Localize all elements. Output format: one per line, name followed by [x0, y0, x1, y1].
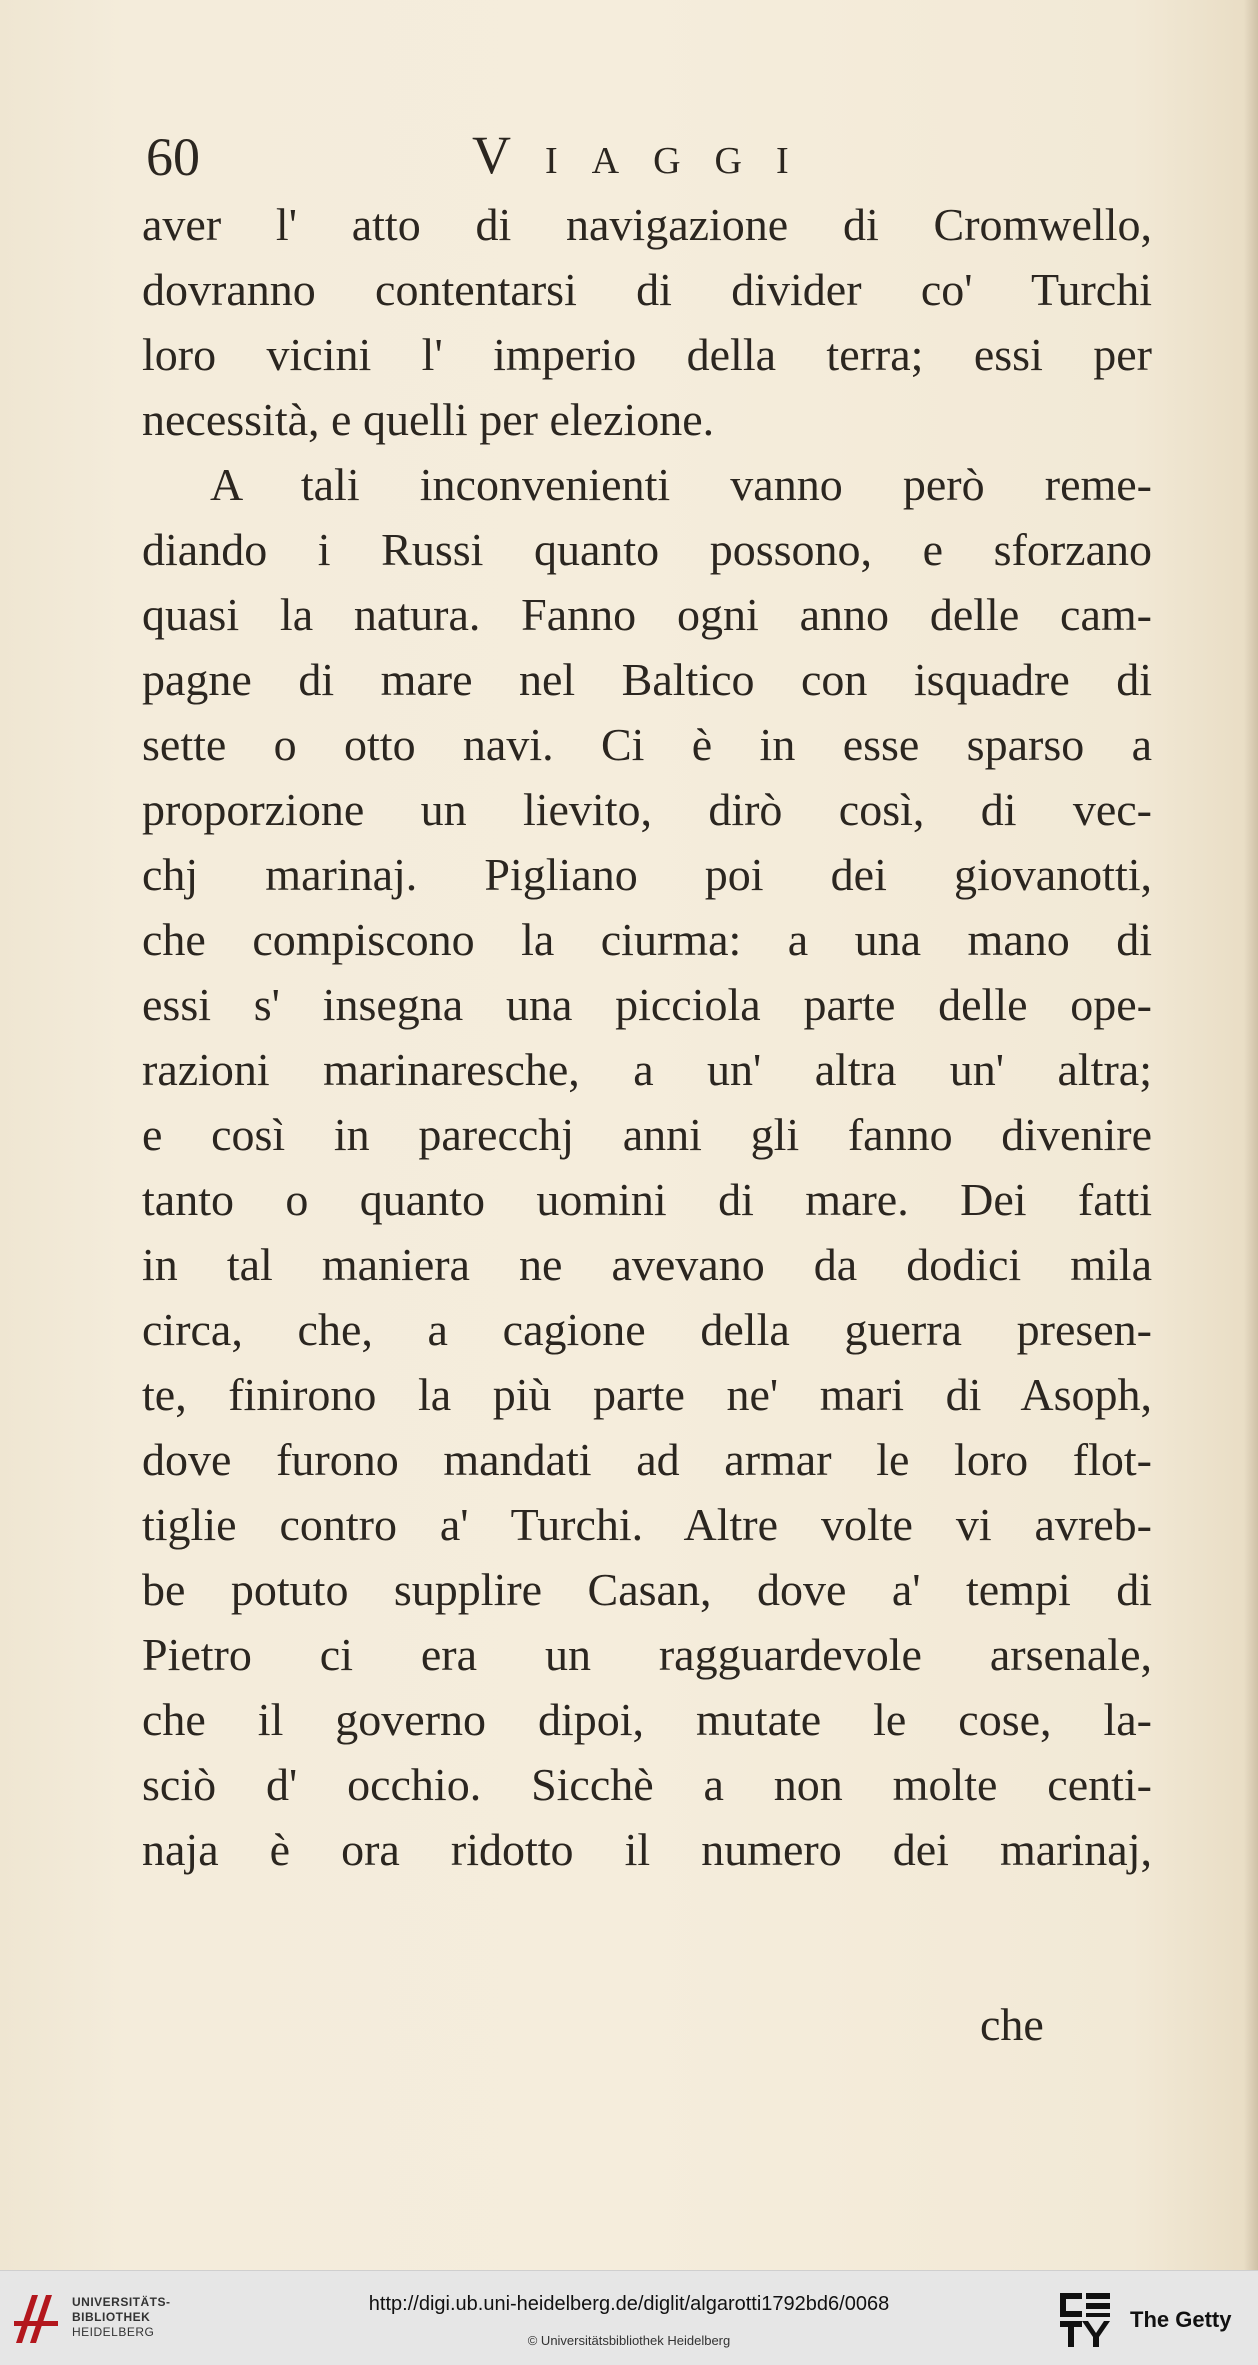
text-line: e così in parecchj anni gli fanno divenire	[142, 1109, 1152, 1160]
body-text	[142, 192, 1152, 1882]
text-line: pagne di mare nel Baltico con isquadre di	[142, 654, 1152, 705]
text-line: essi s' insegna una picciola parte delle ope-	[142, 979, 1152, 1030]
getty-logo-icon	[1058, 2291, 1112, 2349]
text-line: loro vicini l' imperio della terra; essi per	[142, 329, 1152, 380]
text-line: circa, che, a cagione della guerra presen-	[142, 1304, 1152, 1355]
text-line: be potuto supplire Casan, dove a' tempi di	[142, 1564, 1152, 1615]
text-line: in tal maniera ne avevano da dodici mila	[142, 1239, 1152, 1290]
text-line: quasi la natura. Fanno ogni anno delle cam-	[142, 589, 1152, 640]
text-line: Pietro ci era un ragguardevole arsenale,	[142, 1629, 1152, 1680]
library-name-line: UNIVERSITÄTS-	[72, 2295, 171, 2309]
text-line: che compiscono la ciurma: a una mano di	[142, 914, 1152, 965]
running-head: Viaggi	[472, 125, 823, 185]
partner-name: The Getty	[1130, 2307, 1232, 2332]
text-line: dove furono mandati ad armar le loro flot-	[142, 1434, 1152, 1485]
text-line: proporzione un lievito, dirò così, di vec-	[142, 784, 1152, 835]
text-line: te, finirono la più parte ne' mari di Asoph,	[142, 1369, 1152, 1420]
text-line: A tali inconvenienti vanno però reme-	[210, 459, 1152, 510]
catchword: che	[980, 1999, 1044, 2050]
text-line: diando i Russi quanto possono, e sforzano	[142, 524, 1152, 575]
text-line: sette o otto navi. Ci è in esse sparso a	[142, 719, 1152, 770]
text-line: necessità, e quelli per elezione.	[142, 394, 715, 445]
text-line: aver l' atto di navigazione di Cromwello,	[142, 199, 1152, 250]
page-header	[132, 118, 1152, 198]
text-line: naja è ora ridotto il numero dei marinaj,	[142, 1824, 1152, 1875]
text-line: razioni marinaresche, a un' altra un' altra;	[142, 1044, 1152, 1095]
text-line: sciò d' occhio. Sicchè a non molte centi-	[142, 1759, 1152, 1810]
text-line: che il governo dipoi, mutate le cose, la-	[142, 1694, 1152, 1745]
viewer-footer	[0, 2270, 1258, 2365]
text-line: chj marinaj. Pigliano poi dei giovanotti,	[142, 849, 1152, 900]
library-name-line: BIBLIOTHEK	[72, 2310, 151, 2324]
permalink-url[interactable]: http://digi.ub.uni-heidelberg.de/diglit/algarotti1792bd6/0068	[368, 2293, 890, 2315]
page-number: 60	[146, 127, 200, 187]
library-name-line: HEIDELBERG	[72, 2325, 155, 2339]
copyright-notice: © Universitätsbibliothek Heidelberg	[527, 2333, 731, 2348]
text-line: tanto o quanto uomini di mare. Dei fatti	[142, 1174, 1152, 1225]
text-line: tiglie contro a' Turchi. Altre volte vi avreb-	[142, 1499, 1152, 1550]
text-line: dovranno contentarsi di divider co' Turchi	[142, 264, 1152, 315]
